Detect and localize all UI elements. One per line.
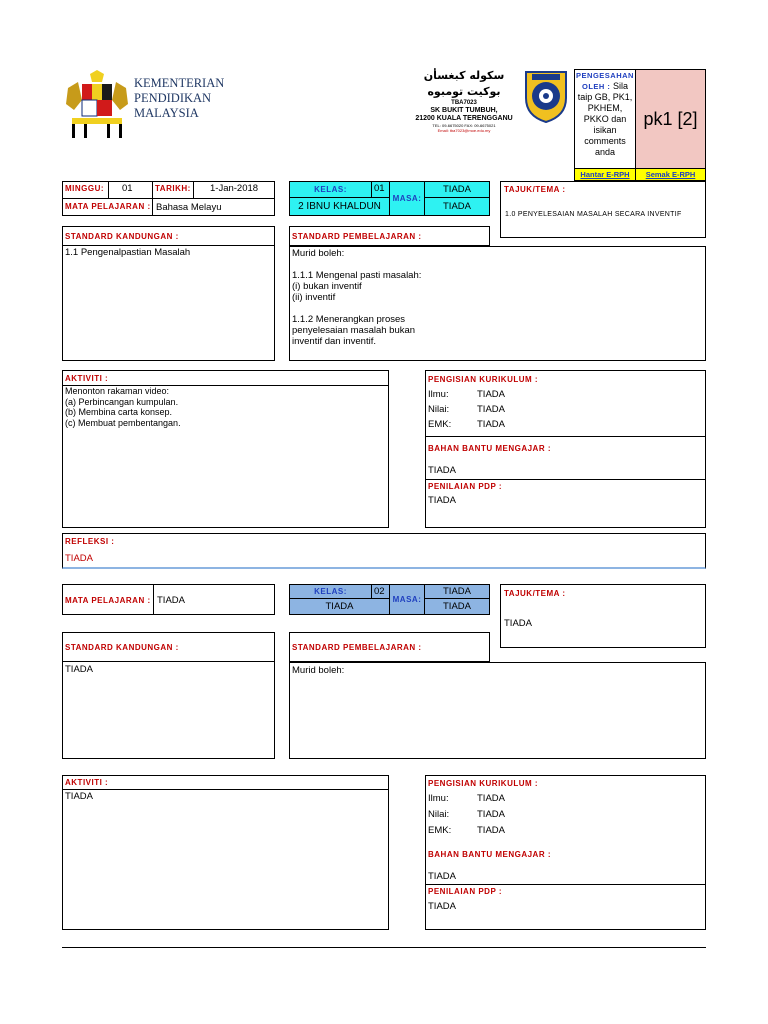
content-standard-label: STANDARD KANDUNGAN : — [65, 232, 179, 241]
content-standard-label-2: STANDARD KANDUNGAN : — [65, 643, 179, 652]
class-number: 01 — [374, 183, 385, 194]
time-label: MASA: — [392, 194, 422, 203]
activity-label: AKTIVITI : — [65, 374, 109, 383]
learning-standard-label: STANDARD PEMBELAJARAN : — [292, 232, 422, 241]
ministry-crest — [64, 70, 130, 138]
school-header — [408, 68, 520, 133]
content-standard-box-2 — [62, 662, 275, 759]
emk-value: TIADA — [477, 419, 505, 430]
assessment-label-2: PENILAIAN PDP : — [428, 887, 503, 896]
check-erph-label: Semak E-RPH — [645, 170, 696, 179]
learning-standard-label-2: STANDARD PEMBELAJARAN : — [292, 643, 422, 652]
footer-divider — [62, 947, 706, 948]
theme-box-2 — [500, 584, 706, 648]
school-code: TBA7023 — [451, 100, 477, 106]
learning-standard-value: Murid boleh: 1.1.1 Mengenal pasti masalah: (i) bukan inventif (ii) inventif 1.1.2 Menerangkan proses penyelesaian masalah bukan inventif dan inventif. — [292, 248, 422, 347]
school-contact-email: Email: tba7023@moe.edu.my — [437, 128, 491, 133]
time-value-2-cell — [425, 198, 490, 216]
time-value-1-cell — [425, 181, 490, 198]
content-standard-value: 1.1 Pengenalpastian Masalah — [65, 247, 191, 258]
class-number-2: 02 — [374, 586, 385, 597]
endorsement-value-text: pk1 [2] — [643, 108, 698, 129]
endorsement-instructions — [576, 70, 634, 168]
ilmu-value-2: TIADA — [477, 793, 505, 804]
nilai-label-2: Nilai: — [428, 809, 450, 820]
theme-box — [500, 181, 706, 238]
assessment-label: PENILAIAN PDP : — [428, 482, 503, 491]
school-contact-phone: TEL: 09-6675020 FAX: 09-6675021 — [432, 123, 496, 128]
activity-value: Menonton rakaman video: (a) Perbincangan kumpulan. (b) Membina carta konsep. (c) Membuat pembentangan. — [65, 386, 181, 428]
teaching-aids-label-2: BAHAN BANTU MENGAJAR : — [428, 850, 551, 859]
nilai-label: Nilai: — [428, 404, 450, 415]
curriculum-box — [425, 370, 706, 528]
ilmu-label-2: Ilmu: — [428, 793, 449, 804]
nilai-value: TIADA — [477, 404, 505, 415]
class-label: KELAS: — [314, 185, 347, 194]
subject-value: Bahasa Melayu — [156, 202, 222, 213]
time-label-cell — [390, 181, 425, 216]
time-value-1: TIADA — [443, 184, 471, 195]
school-crest-icon — [522, 68, 570, 124]
learning-standard-header-2 — [289, 632, 490, 662]
ministry-line-1: KEMENTERIAN — [134, 76, 225, 90]
send-erph-label: Hantar E-RPH — [580, 170, 630, 179]
school-arabic-name: سکوله کبغسأن بوکيت تومبوه — [423, 69, 505, 98]
time-value-2-cell-2 — [425, 599, 490, 615]
week-label: MINGGU: — [65, 184, 105, 193]
date-value: 1-Jan-2018 — [210, 183, 259, 194]
reflection-box — [62, 533, 706, 569]
time-label-2: MASA: — [392, 595, 422, 604]
class-number-cell-2 — [372, 584, 390, 599]
subject-label: MATA PELAJARAN : — [65, 202, 151, 211]
date-label: TARIKH: — [155, 184, 191, 193]
class-name-cell-2 — [289, 599, 390, 615]
content-standard-header-2 — [62, 632, 275, 662]
activity-box — [62, 370, 389, 528]
school-address: 21200 KUALA TERENGGANU — [415, 115, 513, 122]
emk-value-2: TIADA — [477, 825, 505, 836]
time-value-2-2: TIADA — [443, 601, 471, 612]
send-erph-link[interactable] — [575, 168, 635, 180]
class-label-cell — [289, 181, 372, 198]
subject-label-2: MATA PELAJARAN : — [65, 596, 151, 605]
teaching-aids-value-2: TIADA — [428, 871, 456, 882]
theme-label-2: TAJUK/TEMA : — [504, 589, 566, 598]
learning-standard-box — [289, 246, 706, 361]
assessment-value-2: TIADA — [428, 901, 456, 912]
theme-value: 1.0 PENYELESAIAN MASALAH SECARA INVENTIF — [505, 211, 682, 218]
coat-of-arms-icon — [64, 70, 130, 138]
school-badge — [522, 68, 570, 124]
endorsement-text: Sila taip GB, PK1, PKHEM, PKKO dan isikan comments anda — [577, 81, 633, 157]
content-standard-header — [62, 226, 275, 246]
ministry-line-3: MALAYSIA — [134, 106, 199, 120]
teaching-aids-value: TIADA — [428, 465, 456, 476]
time-value-1-cell-2 — [425, 584, 490, 599]
class-name-cell — [289, 198, 390, 216]
nilai-value-2: TIADA — [477, 809, 505, 820]
emk-label-2: EMK: — [428, 825, 452, 836]
class-name: 2 IBNU KHALDUN — [298, 201, 381, 212]
class-label-2: KELAS: — [314, 587, 347, 596]
curriculum-label-2: PENGISIAN KURIKULUM : — [428, 779, 539, 788]
activity-box-2 — [62, 775, 389, 930]
theme-label: TAJUK/TEMA : — [504, 185, 566, 194]
teaching-aids-label: BAHAN BANTU MENGAJAR : — [428, 444, 551, 453]
subject-value-2: TIADA — [157, 595, 185, 606]
ministry-name — [134, 76, 224, 121]
reflection-label: REFLEKSI : — [65, 537, 115, 546]
week-value: 01 — [122, 183, 133, 194]
learning-standard-value-2: Murid boleh: — [292, 665, 345, 676]
class-name-2: TIADA — [325, 601, 354, 612]
learning-standard-box-2 — [289, 662, 706, 759]
content-standard-value-2: TIADA — [65, 664, 93, 675]
check-erph-link[interactable] — [635, 168, 705, 180]
endorsement-label: PENGESAHAN OLEH : — [576, 71, 634, 91]
learning-standard-header — [289, 226, 490, 246]
time-value-2: TIADA — [443, 201, 471, 212]
ilmu-value: TIADA — [477, 389, 505, 400]
time-label-cell-2 — [390, 584, 425, 615]
theme-value-2: TIADA — [504, 618, 532, 629]
content-standard-box — [62, 246, 275, 361]
endorsement-value[interactable] — [635, 70, 705, 168]
activity-value-2: TIADA — [65, 791, 93, 802]
ilmu-label: Ilmu: — [428, 389, 449, 400]
class-number-cell — [372, 181, 390, 198]
school-name: SK BUKIT TUMBUH, — [430, 107, 498, 114]
time-value-1-2: TIADA — [443, 586, 471, 597]
class-label-cell-2 — [289, 584, 372, 599]
ministry-line-2: PENDIDIKAN — [134, 91, 212, 105]
subject-row-2 — [62, 584, 275, 615]
emk-label: EMK: — [428, 419, 452, 430]
curriculum-box-2 — [425, 775, 706, 930]
curriculum-label: PENGISIAN KURIKULUM : — [428, 375, 539, 384]
reflection-value: TIADA — [65, 553, 93, 564]
activity-label-2: AKTIVITI : — [65, 778, 109, 787]
assessment-value: TIADA — [428, 495, 456, 506]
